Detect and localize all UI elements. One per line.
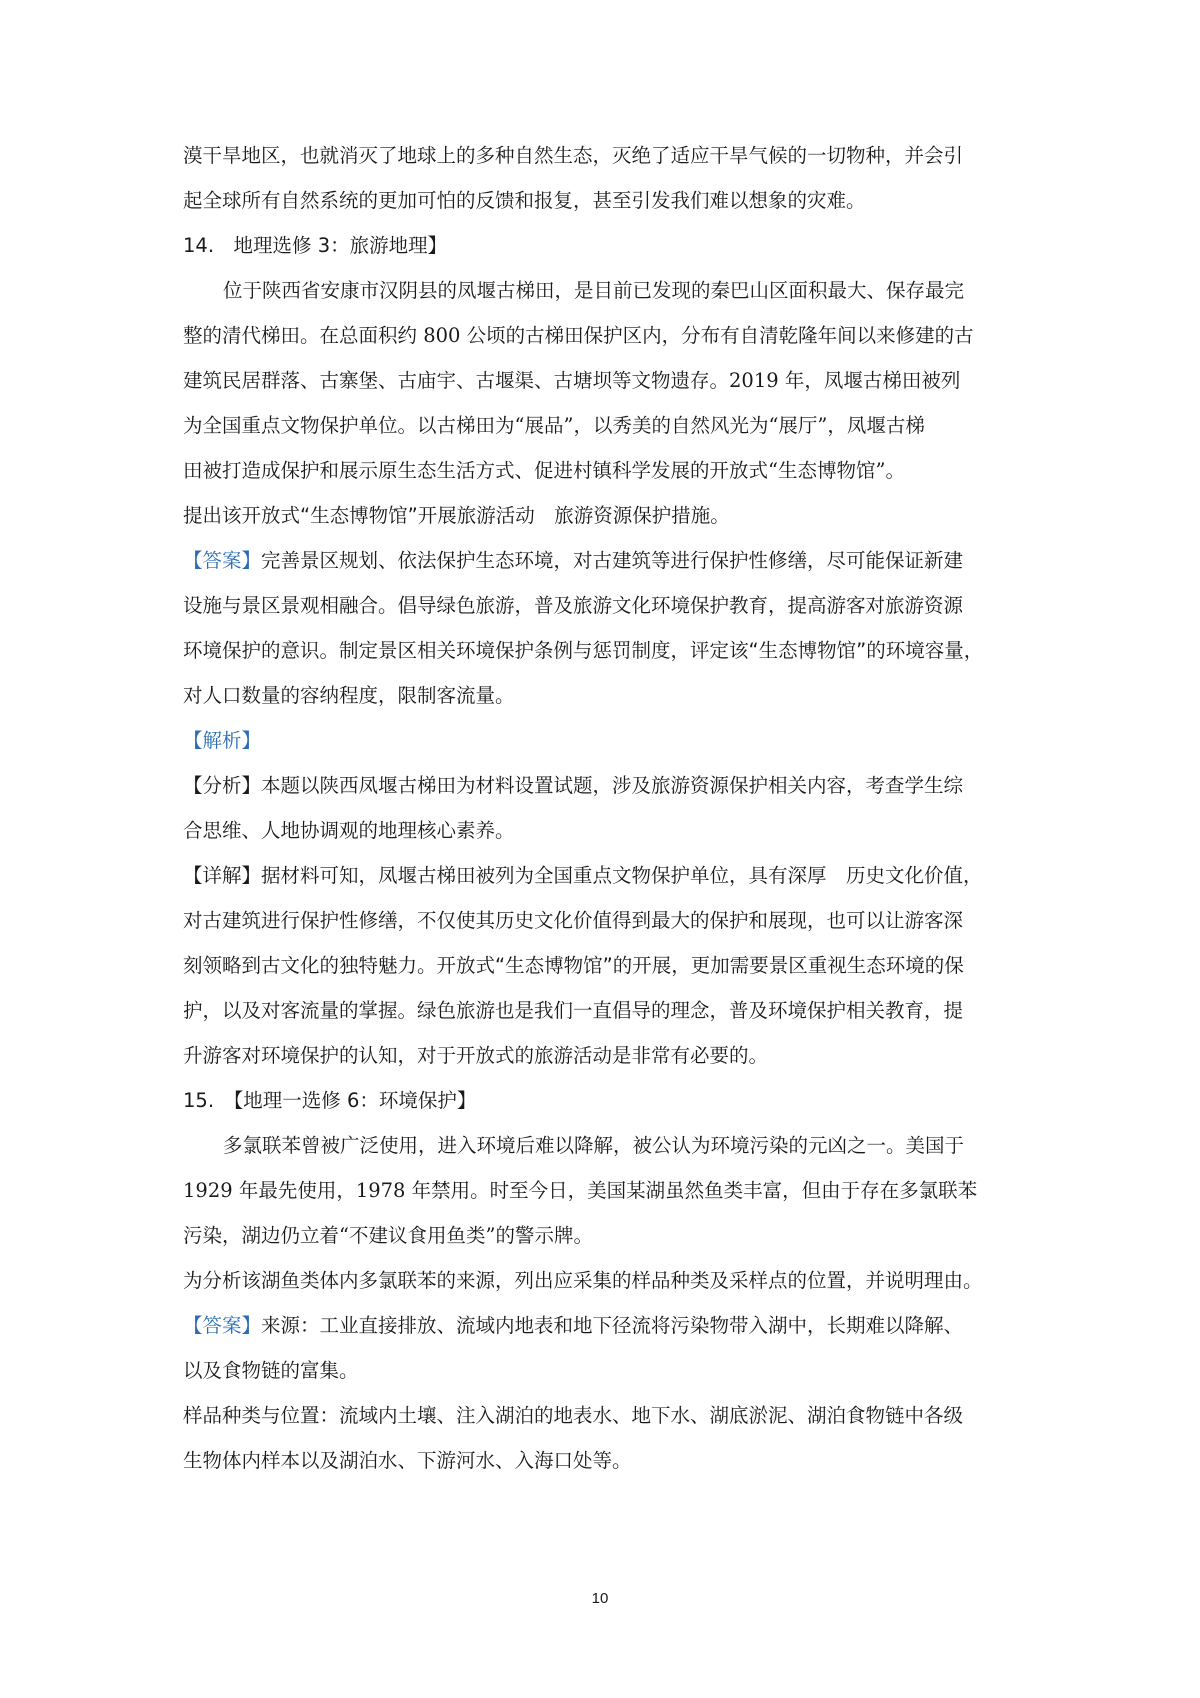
- q15-samples-line: 生物体内样本以及湖泊水、下游河水、入海口处等。: [183, 1449, 632, 1472]
- q15-samples-line: 样品种类与位置：流域内土壤、注入湖泊的地表水、地下水、湖底淤泥、湖泊食物链中各级: [183, 1404, 964, 1427]
- fenxi-text: 本题以陕西凤堰古梯田为材料设置试题，涉及旅游资源保护相关内容，考查学生综: [261, 774, 964, 797]
- answer-tag: 【答案】: [183, 549, 262, 572]
- analysis-tag: 【解析】: [183, 729, 262, 752]
- q14-answer-line: 对人口数量的容纳程度，限制客流量。: [183, 684, 515, 707]
- page-number: 10: [591, 1590, 609, 1607]
- answer-tag: 【答案】: [183, 1314, 262, 1337]
- q14-material-line: 田被打造成保护和展示原生态生活方式、促进村镇科学发展的开放式“生态博物馆”。: [183, 459, 905, 482]
- q14-fenxi-line: 合思维、人地协调观的地理核心素养。: [183, 819, 515, 842]
- q14-material-line: 建筑民居群落、古寨堡、古庙宇、古堰渠、古塘坝等文物遗存。2019 年，凤堰古梯田被列: [183, 369, 961, 392]
- q14-answer-line: 设施与景区景观相融合。倡导绿色旅游，普及旅游文化环境保护教育，提高游客对旅游资源: [183, 594, 964, 617]
- q14-xiangjie-line: [183, 861, 983, 891]
- q14-answer-line: 环境保护的意识。制定景区相关环境保护条例与惩罚制度，评定该“生态博物馆”的环境容量，: [183, 639, 984, 662]
- q14-xiangjie-line: 对古建筑进行保护性修缮，不仅使其历史文化价值得到最大的保护和展现，也可以让游客深: [183, 909, 964, 932]
- q14-xiangjie-line: 护，以及对客流量的掌握。绿色旅游也是我们一直倡导的理念，普及环境保护相关教育，提: [183, 999, 964, 1022]
- q15-material-line: 污染，湖边仍立着“不建议食用鱼类”的警示牌。: [183, 1224, 593, 1247]
- fenxi-tag: 【分析】: [183, 774, 262, 797]
- q14-material-line: 整的清代梯田。在总面积约 800 公顷的古梯田保护区内，分布有自清乾隆年间以来修建的古: [183, 324, 974, 347]
- q15-material-line: 多氯联苯曾被广泛使用，进入环境后难以降解，被公认为环境污染的元凶之一。美国于: [223, 1134, 965, 1157]
- q15-material-line: 1929 年最先使用，1978 年禁用。时至今日，美国某湖虽然鱼类丰富，但由于存在多氯联苯: [183, 1179, 978, 1202]
- q14-xiangjie-line: 刻领略到古文化的独特魅力。开放式“生态博物馆”的开展，更加需要景区重视生态环境的保: [183, 954, 964, 977]
- q15-question: 为分析该湖鱼类体内多氯联苯的来源，列出应采集的样品种类及采样点的位置，并说明理由。: [183, 1269, 983, 1292]
- question-15-heading: 15. 【地理一选修 6：环境保护】: [183, 1089, 477, 1112]
- xiangjie-tag: 【详解】: [183, 864, 262, 887]
- answer-text: 完善景区规划、依法保护生态环境，对古建筑等进行保护性修缮，尽可能保证新建: [261, 549, 964, 572]
- q14-material-line: 位于陕西省安康市汉阴县的凤堰古梯田，是目前已发现的秦巴山区面积最大、保存最完: [223, 279, 965, 302]
- q14-question: 提出该开放式“生态博物馆”开展旅游活动 旅游资源保护措施。: [183, 504, 730, 527]
- q15-answer-line: 以及食物链的富集。: [183, 1359, 359, 1382]
- q14-material-line: 为全国重点文物保护单位。以古梯田为“展品”，以秀美的自然风光为“展厅”，凤堰古梯: [183, 414, 925, 437]
- intro-line: 漠干旱地区，也就消灭了地球上的多种自然生态，灭绝了适应干旱气候的一切物种，并会引: [183, 144, 964, 167]
- q14-fenxi-line: [183, 771, 963, 801]
- q14-xiangjie-line: 升游客对环境保护的认知，对于开放式的旅游活动是非常有必要的。: [183, 1044, 769, 1067]
- q15-answer-line: [183, 1311, 963, 1341]
- answer-text: 来源：工业直接排放、流域内地表和地下径流将污染物带入湖中，长期难以降解、: [261, 1314, 964, 1337]
- question-14-heading: 14. 地理选修 3：旅游地理】: [183, 234, 448, 257]
- intro-line: 起全球所有自然系统的更加可怕的反馈和报复，甚至引发我们难以想象的灾难。: [183, 189, 866, 212]
- xiangjie-text: 据材料可知，凤堰古梯田被列为全国重点文物保护单位，具有深厚 历史文化价值，: [261, 864, 983, 887]
- q14-answer-line: [183, 546, 963, 576]
